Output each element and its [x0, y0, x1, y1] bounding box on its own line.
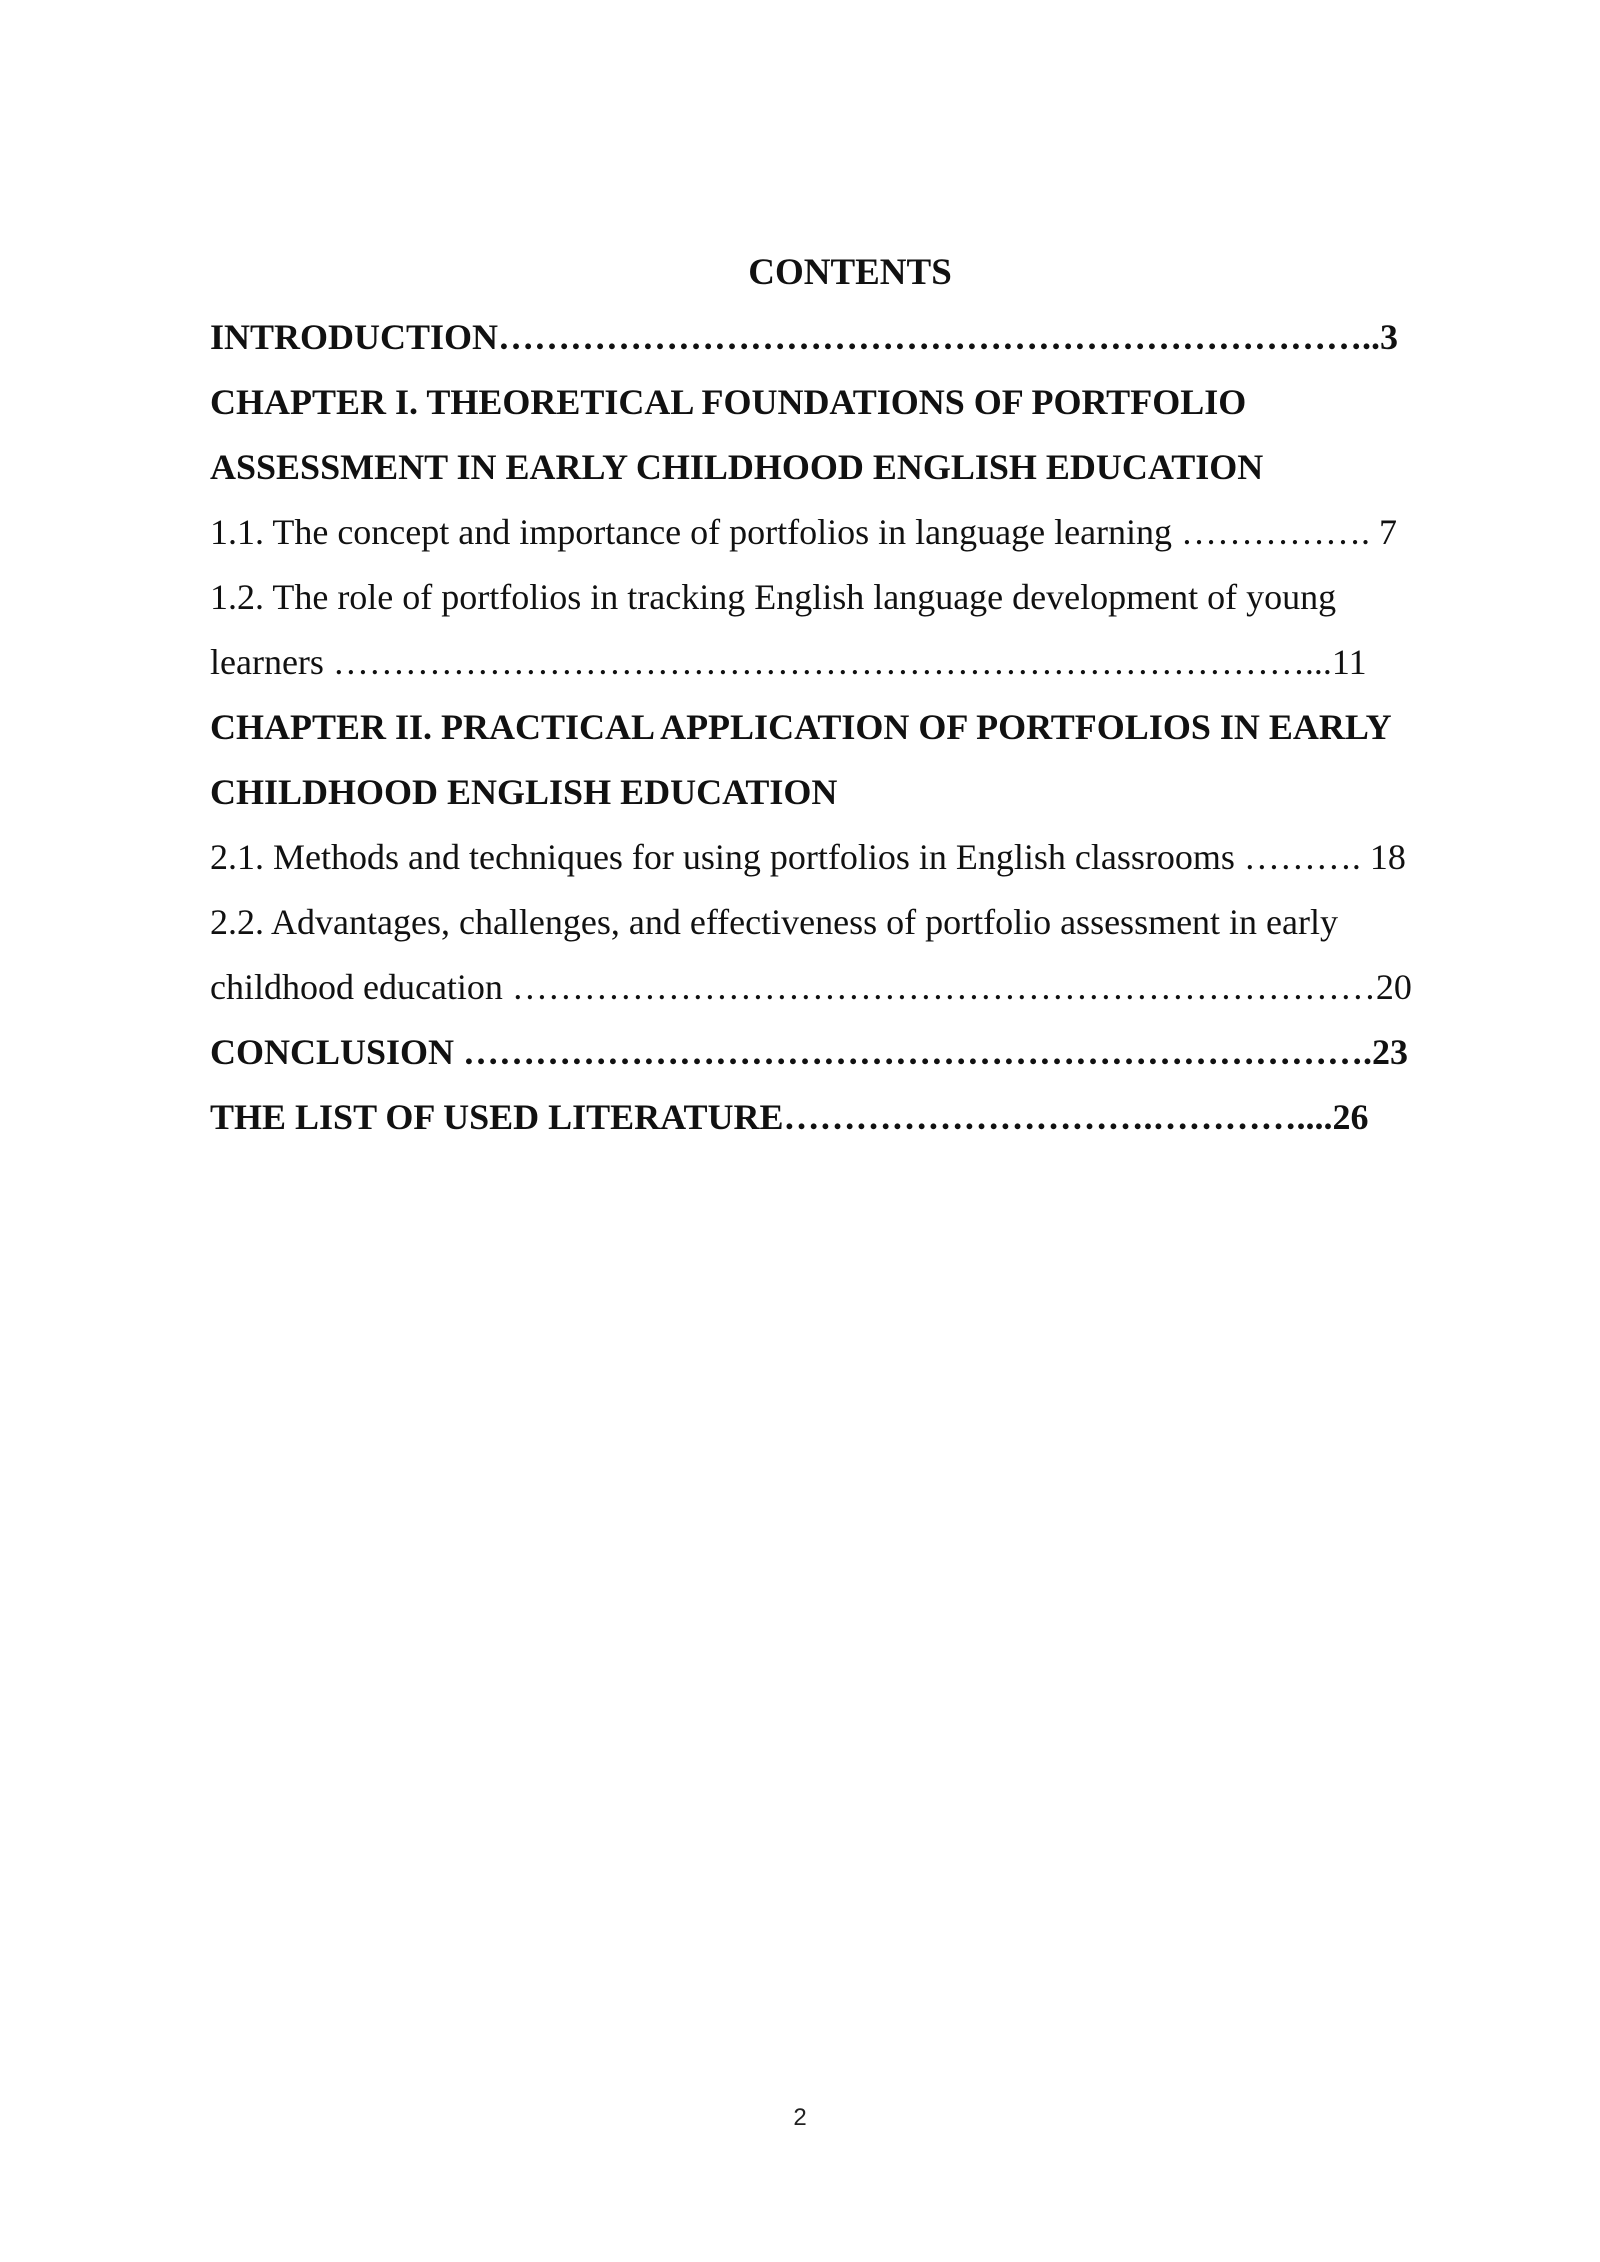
- toc-entry-chapter-1-line-2: ASSESSMENT IN EARLY CHILDHOOD ENGLISH EDUCATION: [210, 447, 1264, 487]
- toc-entry-chapter-1-line-1: CHAPTER I. THEORETICAL FOUNDATIONS OF PORTFOLIO: [210, 382, 1247, 422]
- toc-entry-section-2-2-line-2: childhood education ………………………………………………………………20: [210, 967, 1412, 1007]
- toc-entry-section-1-2-line-2: learners ………………………………………………………………………...11: [210, 642, 1367, 682]
- contents-heading: CONTENTS: [748, 252, 952, 293]
- toc-entry-chapter-2-line-2: CHILDHOOD ENGLISH EDUCATION: [210, 772, 838, 812]
- toc-entry-introduction: INTRODUCTION………………………………………………………………..3: [210, 317, 1399, 357]
- toc-entry-conclusion: CONCLUSION ………………………………………………………………….23: [210, 1032, 1409, 1072]
- toc-entry-section-1-2-line-1: 1.2. The role of portfolios in tracking English language development of young: [210, 577, 1337, 617]
- page-number: 2: [793, 2104, 807, 2131]
- toc-entry-literature: THE LIST OF USED LITERATURE………………………….…………....26: [210, 1097, 1369, 1137]
- toc-entry-section-2-1: 2.1. Methods and techniques for using portfolios in English classrooms ………. 18: [210, 837, 1406, 877]
- toc-entry-chapter-2-line-1: CHAPTER II. PRACTICAL APPLICATION OF PORTFOLIOS IN EARLY: [210, 707, 1392, 747]
- toc-entry-section-1-1: 1.1. The concept and importance of portfolios in language learning ……………. 7: [210, 512, 1398, 552]
- toc-entry-section-2-2-line-1: 2.2. Advantages, challenges, and effectiveness of portfolio assessment in early: [210, 902, 1339, 942]
- table-of-contents: [210, 240, 1470, 1150]
